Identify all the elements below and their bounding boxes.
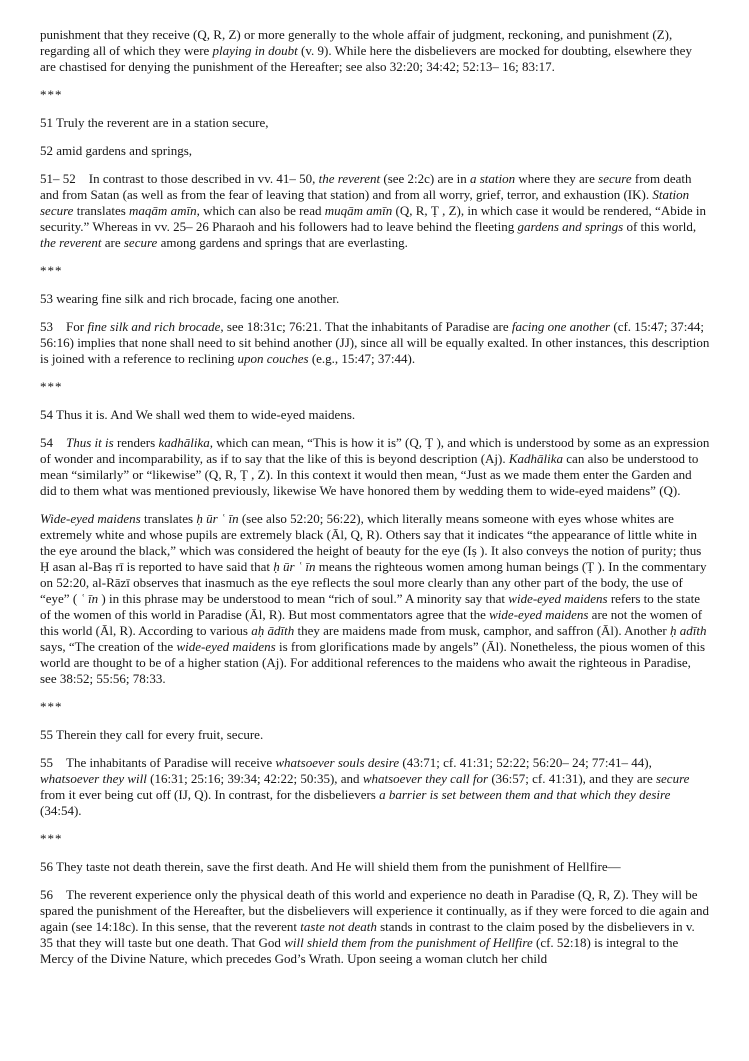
text-segment: 55 Therein they call for every fruit, secure. [40, 727, 264, 742]
text-segment: see 18:31c; 76:21. That the inhabitants of Paradise are [223, 319, 512, 334]
italic-text-segment: aḥ ādīth [251, 623, 295, 638]
text-segment: 56 The reverent experience only the physical death of this world and experience no death in Paradise (Q, R, Z). They will be spared the punishment of the Hereafter, but the disbelievers will experience it continually, as if they were forced to die again and again (see 14:18c). In this sense, that the reverent [40, 887, 713, 934]
verse-line [40, 115, 710, 131]
text-segment: is from glorifications made by angels” (Āl). Nonetheless, the pious women of this world are thought to be of a higher station (Aj). For additional references to the maidens who await the righteous in Paradise, see 38:52; 55:56; 78:33. [40, 639, 709, 686]
italic-text-segment: taste not death [300, 919, 377, 934]
italic-text-segment: secure [655, 771, 690, 786]
text-segment: are [101, 235, 124, 250]
text-segment: 51 Truly the reverent are in a station secure, [40, 115, 269, 130]
italic-text-segment: wide-eyed maidens [176, 639, 276, 654]
text-segment: refers to the state of the women of this world in Paradise (Āl, R). But most commentators agree that the [40, 591, 704, 622]
italic-text-segment: a station [469, 171, 516, 186]
text-segment: (Q, R, Ṭ , Z), in which case it would be rendered, “Abide in security.” Whereas in vv. 25– 26 Pharaoh and his followers had to leave behind the fleeting [40, 203, 710, 234]
text-segment: (43:71; cf. 41:31; 52:22; 56:20– 24; 77:41– 44), [399, 755, 656, 770]
italic-text-segment: whatsoever they will [40, 771, 147, 786]
commentary-paragraph [40, 755, 710, 819]
text-segment: translates [140, 511, 197, 526]
verse-line [40, 143, 710, 159]
italic-text-segment: the reverent [318, 171, 381, 186]
text-segment: 54 Thus it is. And We shall wed them to wide-eyed maidens. [40, 407, 356, 422]
section-separator: *** [40, 263, 63, 278]
commentary-paragraph [40, 171, 710, 251]
commentary-paragraph [40, 511, 710, 687]
italic-text-segment: ḥ ūr ʿ īn [273, 559, 316, 574]
text-segment: from death and from Satan (as well as from the fear of leaving that station) and from all worry, grief, terror, and exhaustion (IK). [40, 171, 695, 202]
text-segment: (see also 52:20; 56:22), which literally means someone with eyes whose whites are extremely white and whose pupils are extremely black (Āl, Q, R). Others say that it indicates “the appearance of little white in the eye around the black,” which was considered the height of beauty for the eye (Iṣ ). It also conveys the notion of purity; thus Ḥ asan al-Baṣ rī is reported to have said that [40, 511, 705, 574]
verse-line [40, 859, 710, 875]
commentary-content [40, 27, 713, 967]
text-segment: where they are [515, 171, 599, 186]
italic-text-segment: Thus it is [66, 435, 114, 450]
text-segment: 56 They taste not death therein, save the first death. And He will shield them from the punishment of Hellfire— [40, 859, 621, 874]
italic-text-segment: ḥ adīth [670, 623, 707, 638]
text-segment: (see 2:2c) are in [380, 171, 470, 186]
italic-text-segment: gardens and springs [517, 219, 624, 234]
italic-text-segment: wide-eyed maidens [508, 591, 608, 606]
italic-text-segment: kadhālika, [158, 435, 213, 450]
commentary-paragraph [40, 27, 710, 75]
text-segment: from it ever being cut off (IJ, Q). In contrast, for the disbelievers [40, 771, 693, 802]
italic-text-segment: the reverent [40, 235, 102, 250]
italic-text-segment: Kadhālika [508, 451, 564, 466]
text-segment: which can mean, “This is how it is” (Q, Ṭ ), and which is understood by some as an expression of wonder and incomparability, as if to say that the like of this is beyond description (Aj). [40, 435, 713, 466]
text-segment: are not the women of this world (Āl, R). According to various [40, 607, 706, 638]
commentary-paragraph [40, 435, 713, 499]
text-segment: (36:57; cf. 41:31), and they are [488, 771, 656, 786]
italic-text-segment: playing in doubt [212, 43, 298, 58]
italic-text-segment: secure [598, 171, 632, 186]
text-segment: renders [113, 435, 159, 450]
italic-text-segment: Station secure [40, 187, 693, 218]
text-segment: which can also be read [199, 203, 325, 218]
text-segment: (16:31; 25:16; 39:34; 42:22; 50:35), and [146, 771, 363, 786]
text-segment: (34:54). [40, 787, 674, 818]
section-separator: *** [40, 87, 63, 102]
text-segment: (v. 9). While here the disbelievers are mocked for doubting, elsewhere they are chastised for denying the punishment of the Hereafter; see also 32:20; 34:42; 52:13– 16; 83:17. [40, 43, 696, 74]
italic-text-segment: will shield them from the punishment of Hellfire [284, 935, 533, 950]
text-segment: 54 [40, 435, 66, 450]
section-separator: *** [40, 379, 63, 394]
text-segment: ) in this phrase may be understood to mean “rich of soul.” A minority say that [98, 591, 509, 606]
text-segment: punishment that they receive (Q, R, Z) or more generally to the whole affair of judgment, reckoning, and punishment (Z), regarding all of which they were [40, 27, 676, 58]
text-segment: stands in contrast to the claim posed by the disbelievers in v. 35 that they will taste but one death. That God [40, 919, 699, 950]
section-separator: *** [40, 831, 63, 846]
italic-text-segment: whatsoever souls desire [275, 755, 400, 770]
text-segment: (cf. 15:47; 37:44; 56:16) implies that none shall need to sit behind another (JJ), since all will be equally exalted. In other instances, this description is joined with a reference to reclining [40, 319, 713, 366]
text-segment: means the righteous women among human beings (Ṭ ). In the commentary on 52:20, al-Rāzī observes that inasmuch as the eye reflects the soul more clearly than any other part of the body, the use of “eye” ( [40, 559, 710, 606]
italic-text-segment: fine silk and rich brocade, [87, 319, 224, 334]
verse-line [40, 407, 710, 423]
verse-line [40, 727, 710, 743]
text-segment: among gardens and springs that are everlasting. [157, 235, 408, 250]
text-segment: translates [73, 203, 130, 218]
italic-text-segment: wide-eyed maidens [489, 607, 589, 622]
text-segment: 55 The inhabitants of Paradise will receive [40, 755, 276, 770]
commentary-paragraph [40, 887, 713, 967]
text-segment: (cf. 52:18) is integral to the Mercy of the Divine Nature, which precedes God’s Wrath. Upon seeing a woman clutch her child [40, 935, 682, 966]
text-segment: can also be understood to mean “similarly” or “likewise” (Q, R, Ṭ , Z). In this context it would then mean, “Just as we made them enter the Garden and did to them what was mentioned previously, likewise We have honored them by wedding them to wide-eyed maidens” (Q). [40, 451, 702, 498]
verse-line [40, 291, 710, 307]
italic-text-segment: upon couches [237, 351, 309, 366]
italic-text-segment: ʿ īn [80, 591, 99, 606]
italic-text-segment: whatsoever they call for [362, 771, 489, 786]
section-separator: *** [40, 699, 63, 714]
text-segment: 53 For [40, 319, 88, 334]
italic-text-segment: Wide-eyed maidens [40, 511, 141, 526]
text-segment: 51– 52 In contrast to those described in vv. 41– 50, [40, 171, 319, 186]
italic-text-segment: maqām amīn, [129, 203, 200, 218]
text-segment: 52 amid gardens and springs, [40, 143, 193, 158]
italic-text-segment: muqām amīn [324, 203, 393, 218]
italic-text-segment: facing one another [511, 319, 611, 334]
text-segment: 53 wearing fine silk and rich brocade, facing one another. [40, 291, 340, 306]
italic-text-segment: ḥ ūr ʿ īn [196, 511, 239, 526]
italic-text-segment: secure [123, 235, 158, 250]
commentary-paragraph [40, 319, 713, 367]
text-segment: of this world, [623, 219, 700, 234]
text-segment: (e.g., 15:47; 37:44). [308, 351, 416, 366]
text-segment: they are maidens made from musk, camphor, and saffron (Āl). Another [294, 623, 670, 638]
italic-text-segment: a barrier is set between them and that which they desire [379, 787, 671, 802]
text-segment: says, “The creation of the [40, 623, 710, 654]
